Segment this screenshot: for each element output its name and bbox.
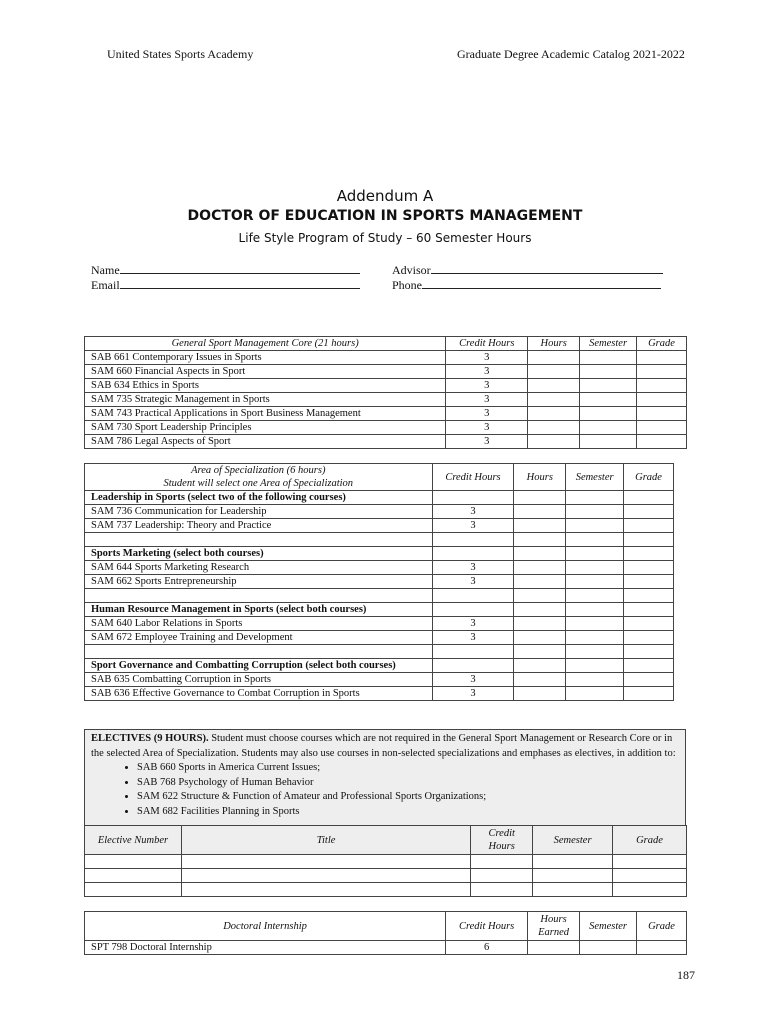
- addendum-title: Addendum A: [336, 187, 434, 205]
- elective-credit-cell[interactable]: [471, 855, 533, 869]
- grade-cell[interactable]: [637, 421, 687, 435]
- course-name: SAM 735 Strategic Management in Sports: [85, 393, 446, 407]
- table-row: [85, 617, 674, 631]
- grade-cell[interactable]: [613, 869, 687, 883]
- hours-cell[interactable]: [514, 631, 566, 645]
- grade-cell[interactable]: [624, 561, 674, 575]
- table-row: [85, 869, 687, 883]
- course-name: SPT 798 Doctoral Internship: [85, 941, 446, 955]
- hours-cell[interactable]: [528, 435, 580, 449]
- hours-cell[interactable]: [528, 393, 580, 407]
- elective-col-credit: [471, 826, 533, 855]
- elective-credit-cell[interactable]: [471, 869, 533, 883]
- list-item: • SAB 768 Psychology of Human Behavior: [137, 776, 679, 791]
- grade-cell[interactable]: [637, 379, 687, 393]
- group-title: Sports Marketing (select both courses): [85, 547, 433, 561]
- spec-col-credit: Credit Hours: [432, 464, 514, 491]
- course-name: SAM 730 Sport Leadership Principles: [85, 421, 446, 435]
- group-title: Leadership in Sports (select two of the following courses): [85, 491, 433, 505]
- list-item: • SAM 682 Facilities Planning in Sports: [137, 805, 679, 820]
- internship-col-earned: [528, 912, 580, 941]
- semester-cell[interactable]: [580, 351, 637, 365]
- course-name: SAB 634 Ethics in Sports: [85, 379, 446, 393]
- table-row: [85, 379, 687, 393]
- group-title-row: [85, 659, 674, 673]
- advisor-label: Advisor: [392, 263, 431, 277]
- elective-col-title: Title: [181, 826, 470, 855]
- group-title: Sport Governance and Combatting Corruption (select both courses): [85, 659, 433, 673]
- credit-hours: 3: [446, 393, 528, 407]
- grade-cell[interactable]: [613, 855, 687, 869]
- hours-cell[interactable]: [528, 365, 580, 379]
- group-title-row: [85, 547, 674, 561]
- credit-hours: 3: [446, 435, 528, 449]
- internship-header-row: [85, 912, 687, 941]
- email-line[interactable]: [120, 277, 360, 289]
- specialization-table: [84, 463, 674, 701]
- core-col-hours: Hours: [528, 337, 580, 351]
- spec-header-row: [85, 464, 674, 491]
- elective-title-cell[interactable]: [181, 855, 470, 869]
- table-row: [85, 883, 687, 897]
- semester-cell[interactable]: [580, 421, 637, 435]
- hours-cell[interactable]: [514, 519, 566, 533]
- semester-cell[interactable]: [580, 379, 637, 393]
- table-row: [85, 393, 687, 407]
- header-left: United States Sports Academy: [107, 47, 254, 61]
- hours-cell[interactable]: [528, 421, 580, 435]
- hours-earned-cell[interactable]: [528, 941, 580, 955]
- table-row: [85, 435, 687, 449]
- grade-cell[interactable]: [637, 393, 687, 407]
- course-name: SAM 672 Employee Training and Development: [85, 631, 433, 645]
- list-item: • SAB 660 Sports in America Current Issues;: [137, 761, 679, 776]
- electives-description: [84, 729, 686, 825]
- phone-field[interactable]: [392, 277, 661, 293]
- credit-hours: 3: [446, 351, 528, 365]
- grade-cell[interactable]: [624, 617, 674, 631]
- advisor-line[interactable]: [431, 262, 663, 274]
- electives-table: [84, 825, 687, 897]
- table-row: [85, 575, 674, 589]
- elective-col-semester: Semester: [533, 826, 613, 855]
- group-title: Human Resource Management in Sports (select both courses): [85, 603, 433, 617]
- email-field[interactable]: [91, 277, 360, 293]
- phone-label: Phone: [392, 278, 422, 292]
- spacer-row: [85, 589, 674, 603]
- spacer-row: [85, 645, 674, 659]
- table-row: [85, 407, 687, 421]
- course-name: SAB 661 Contemporary Issues in Sports: [85, 351, 446, 365]
- elective-col-credit-1: Credit: [488, 828, 515, 839]
- elective-number-cell[interactable]: [85, 883, 182, 897]
- semester-cell[interactable]: [533, 883, 613, 897]
- table-row: [85, 365, 687, 379]
- grade-cell[interactable]: [624, 631, 674, 645]
- hours-cell[interactable]: [528, 407, 580, 421]
- elective-number-cell[interactable]: [85, 855, 182, 869]
- elective-col-grade: Grade: [613, 826, 687, 855]
- elective-title-cell[interactable]: [181, 869, 470, 883]
- table-row: [85, 855, 687, 869]
- internship-col-grade: Grade: [637, 912, 687, 941]
- semester-cell[interactable]: [566, 561, 624, 575]
- internship-table: [84, 911, 687, 955]
- semester-cell[interactable]: [580, 365, 637, 379]
- semester-cell[interactable]: [580, 407, 637, 421]
- course-name: SAM 743 Practical Applications in Sport Business Management: [85, 407, 446, 421]
- table-row: [85, 505, 674, 519]
- electives-text: Student must choose courses which are not required in the General Sport Management or Research Core or in the selected Area of Specialization. Students may also use courses in non-selected specializations and emphases as electives, in addition to:: [91, 733, 676, 759]
- hours-cell[interactable]: [528, 351, 580, 365]
- internship-col-semester: Semester: [580, 912, 637, 941]
- electives-list: [91, 761, 679, 819]
- spec-heading: [85, 464, 433, 491]
- internship-col-earned-2: Earned: [538, 927, 570, 938]
- core-table: [84, 336, 687, 449]
- name-label: Name: [91, 263, 120, 277]
- semester-cell[interactable]: [566, 519, 624, 533]
- elective-number-cell[interactable]: [85, 869, 182, 883]
- elective-col-credit-2: Hours: [488, 841, 515, 852]
- core-header-row: [85, 337, 687, 351]
- spec-col-grade: Grade: [624, 464, 674, 491]
- semester-cell[interactable]: [566, 505, 624, 519]
- core-col-semester: Semester: [580, 337, 637, 351]
- credit-hours: 3: [432, 673, 514, 687]
- hours-cell[interactable]: [514, 687, 566, 701]
- grade-cell[interactable]: [637, 941, 687, 955]
- internship-col-credit: Credit Hours: [446, 912, 528, 941]
- table-row: [85, 941, 687, 955]
- semester-cell[interactable]: [533, 855, 613, 869]
- program-title: Life Style Program of Study – 60 Semester Hours: [238, 231, 532, 245]
- course-name: SAB 635 Combatting Corruption in Sports: [85, 673, 433, 687]
- table-row: [85, 561, 674, 575]
- grade-cell[interactable]: [624, 673, 674, 687]
- degree-title: DOCTOR OF EDUCATION IN SPORTS MANAGEMENT: [187, 208, 583, 224]
- electives-header-row: [85, 826, 687, 855]
- semester-cell[interactable]: [566, 575, 624, 589]
- semester-cell[interactable]: [566, 617, 624, 631]
- list-item: • SAM 622 Structure & Function of Amateur and Professional Sports Organizations;: [137, 790, 679, 805]
- hours-cell[interactable]: [514, 561, 566, 575]
- credit-hours: 3: [432, 561, 514, 575]
- spec-heading-2: Student will select one Area of Specialization: [163, 478, 354, 489]
- semester-cell[interactable]: [533, 869, 613, 883]
- core-col-grade: Grade: [637, 337, 687, 351]
- elective-title-cell[interactable]: [181, 883, 470, 897]
- grade-cell[interactable]: [624, 505, 674, 519]
- semester-cell[interactable]: [580, 941, 637, 955]
- course-name: SAM 662 Sports Entrepreneurship: [85, 575, 433, 589]
- grade-cell[interactable]: [637, 435, 687, 449]
- elective-col-number: Elective Number: [85, 826, 182, 855]
- elective-credit-cell[interactable]: [471, 883, 533, 897]
- spec-col-semester: Semester: [566, 464, 624, 491]
- grade-cell[interactable]: [637, 351, 687, 365]
- semester-cell[interactable]: [566, 687, 624, 701]
- course-name: SAM 640 Labor Relations in Sports: [85, 617, 433, 631]
- credit-hours: 3: [432, 617, 514, 631]
- hours-cell[interactable]: [528, 379, 580, 393]
- table-row: [85, 519, 674, 533]
- grade-cell[interactable]: [624, 687, 674, 701]
- semester-cell[interactable]: [580, 393, 637, 407]
- credit-hours: 3: [432, 687, 514, 701]
- credit-hours: 3: [446, 379, 528, 393]
- semester-cell[interactable]: [566, 631, 624, 645]
- electives-lead: ELECTIVES (9 HOURS).: [91, 733, 209, 744]
- credit-hours: 3: [432, 631, 514, 645]
- grade-cell[interactable]: [637, 407, 687, 421]
- phone-line[interactable]: [422, 277, 661, 289]
- credit-hours: 3: [432, 519, 514, 533]
- table-row: [85, 351, 687, 365]
- grade-cell[interactable]: [624, 575, 674, 589]
- semester-cell[interactable]: [580, 435, 637, 449]
- course-name: SAB 636 Effective Governance to Combat Corruption in Sports: [85, 687, 433, 701]
- advisor-field[interactable]: [392, 262, 663, 278]
- page-number: 187: [677, 968, 695, 982]
- hours-cell[interactable]: [514, 617, 566, 631]
- credit-hours: 3: [446, 421, 528, 435]
- spec-heading-1: Area of Specialization (6 hours): [191, 465, 326, 476]
- table-row: [85, 631, 674, 645]
- course-name: SAM 786 Legal Aspects of Sport: [85, 435, 446, 449]
- header-right: Graduate Degree Academic Catalog 2021-2022: [457, 47, 685, 61]
- grade-cell[interactable]: [637, 365, 687, 379]
- credit-hours: 3: [432, 505, 514, 519]
- spec-col-hours: Hours: [514, 464, 566, 491]
- course-name: SAM 660 Financial Aspects in Sport: [85, 365, 446, 379]
- internship-heading: Doctoral Internship: [85, 912, 446, 941]
- course-name: SAM 644 Sports Marketing Research: [85, 561, 433, 575]
- grade-cell[interactable]: [624, 519, 674, 533]
- hours-cell[interactable]: [514, 575, 566, 589]
- group-title-row: [85, 491, 674, 505]
- course-name: SAM 737 Leadership: Theory and Practice: [85, 519, 433, 533]
- name-field[interactable]: [91, 262, 360, 278]
- hours-cell[interactable]: [514, 505, 566, 519]
- credit-hours: 3: [446, 407, 528, 421]
- spacer-row: [85, 533, 674, 547]
- table-row: [85, 687, 674, 701]
- credit-hours: 3: [432, 575, 514, 589]
- course-name: SAM 736 Communication for Leadership: [85, 505, 433, 519]
- internship-col-earned-1: Hours: [540, 914, 567, 925]
- core-heading: General Sport Management Core (21 hours): [85, 337, 446, 351]
- semester-cell[interactable]: [566, 673, 624, 687]
- credit-hours: 3: [446, 365, 528, 379]
- group-title-row: [85, 603, 674, 617]
- name-line[interactable]: [120, 262, 360, 274]
- core-col-credit: Credit Hours: [446, 337, 528, 351]
- table-row: [85, 421, 687, 435]
- email-label: Email: [91, 278, 120, 292]
- table-row: [85, 673, 674, 687]
- grade-cell[interactable]: [613, 883, 687, 897]
- credit-hours: 6: [446, 941, 528, 955]
- hours-cell[interactable]: [514, 673, 566, 687]
